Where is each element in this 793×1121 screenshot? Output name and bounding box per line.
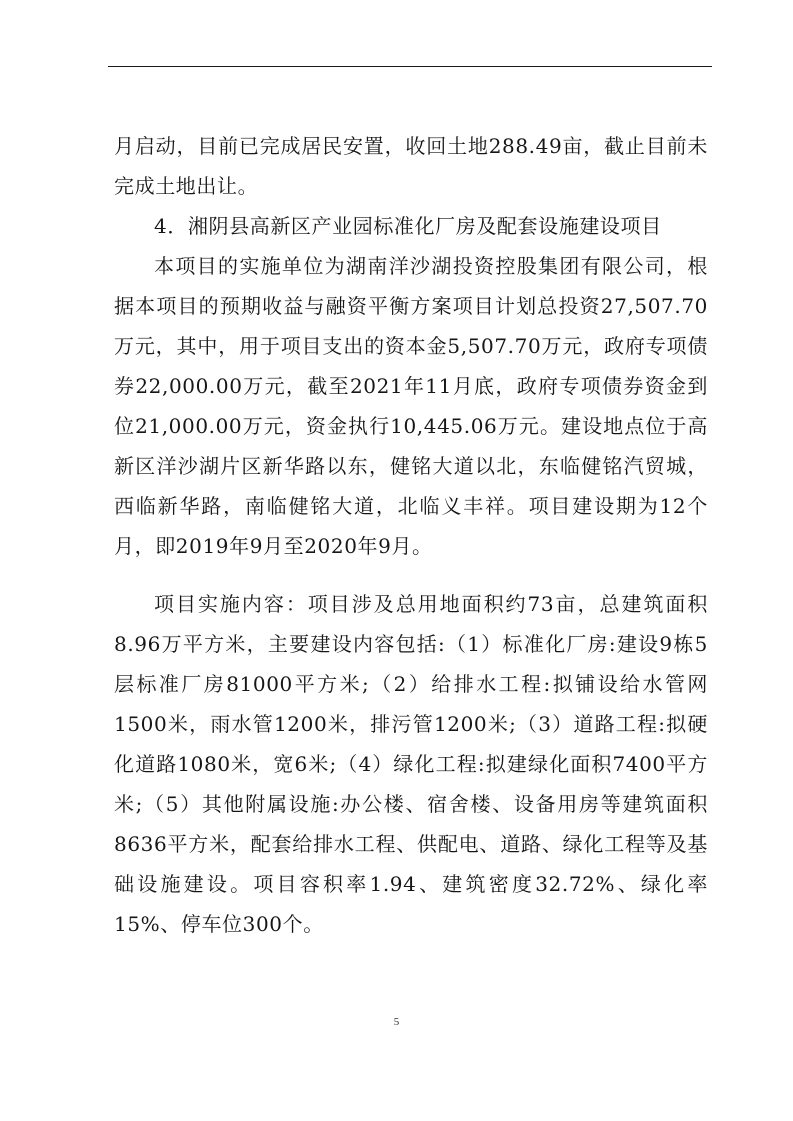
page-number: 5 [393,1016,400,1028]
paragraph-continuation: 月启动，目前已完成居民安置，收回土地288.49亩，截止目前未完成土地出让。 [114,134,708,198]
document-body [114,126,708,944]
header-rule [108,66,712,67]
section-heading: 4．湘阴县高新区产业园标准化厂房及配套设施建设项目 [154,214,662,238]
paragraph-project-content: 项目实施内容：项目涉及总用地面积约73亩，总建筑面积8.96万平方米，主要建设内容包括:（1）标准化厂房:建设9栋5层标准厂房81000平方米;（2）给排水工程:拟铺设给水管网1500米，雨水管1200米，排污管1200米;（3）道路工程:拟硬化道路1080米，宽6米;（4）绿化工程:拟建绿化面积7400平方米;（5）其他附属设施:办公楼、宿舍楼、设备用房等建筑面积8636平方米，配套给排水工程、供配电、道路、绿化工程等及基础设施建设。项目容积率1.94、建筑密度32.72%、绿化率15%、停车位300个。 [114,592,708,936]
paragraph-project-overview: 本项目的实施单位为湖南洋沙湖投资控股集团有限公司，根据本项目的预期收益与融资平衡方案项目计划总投资27,507.70万元，其中，用于项目支出的资本金5,507.70万元，政府专项债券22,000.00万元，截至2021年11月底，政府专项债券资金到位21,000.00万元，资金执行10,445.06万元。建设地点位于高新区洋沙湖片区新华路以东，健铭大道以北，东临健铭汽贸城，西临新华路，南临健铭大道，北临义丰祥。项目建设期为12个月，即2019年9月至2020年9月。 [114,254,708,558]
